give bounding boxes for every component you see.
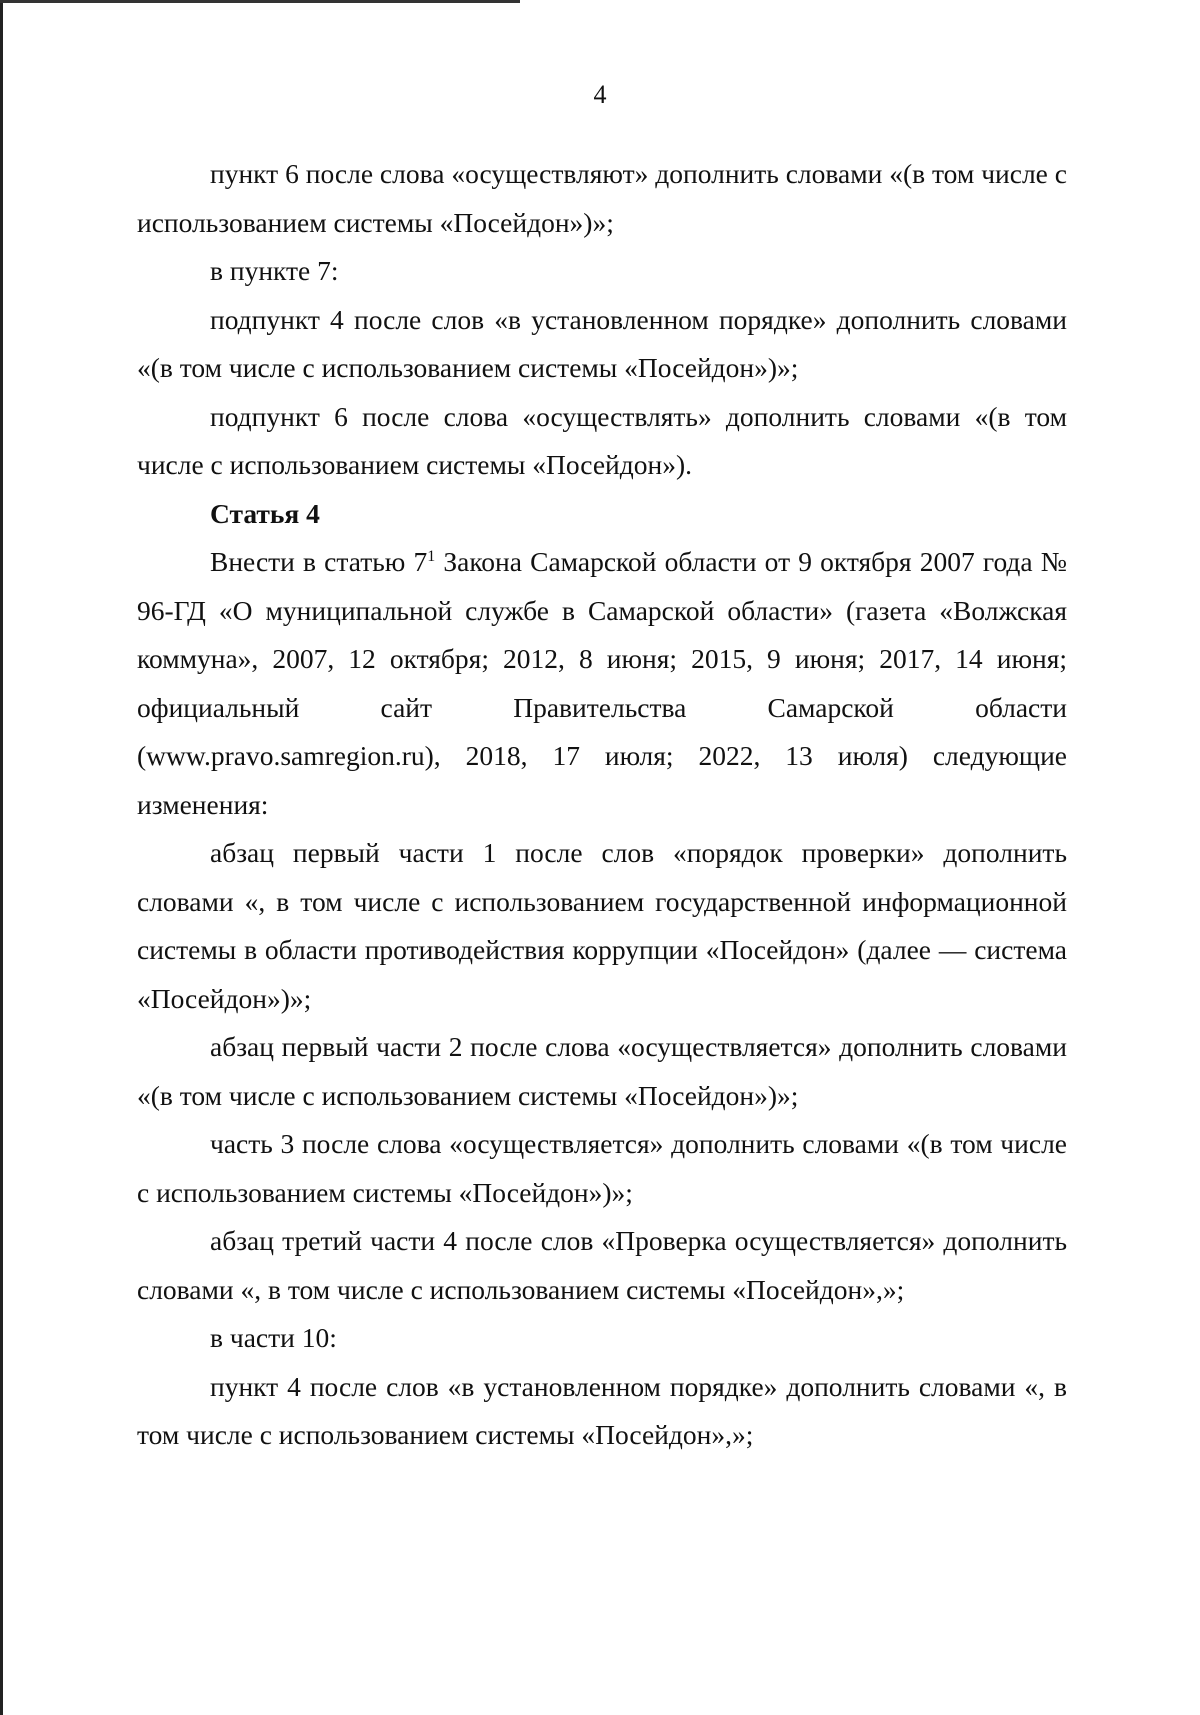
paragraph-podpunkt-4: подпункт 4 после слов «в установленном порядке» дополнить словами «(в том числе с использованием системы «Посейдон»)»; [137,303,1067,383]
scan-edge-left [0,0,3,1715]
article-heading: Статья 4 [210,497,320,529]
paragraph-punkt-6: пункт 6 после слова «осуществляют» дополнить словами «(в том числе с использованием системы «Посейдон»)»; [137,158,1067,238]
document-body [137,150,1067,1460]
article-superscript: 1 [427,547,436,565]
page-number: 4 [593,80,607,109]
vnesti-text-rest: Закона Самарской области от 9 октября 2007 года № 96-ГД «О муниципальной службе в Самарской области» (газета «Волжская коммуна», 2007, 12 октября; 2012, 8 июня; 2015, 9 июня; 2017, 14 июня; официальный сайт Правительства Самарской области (www.pravo.samregion.ru), 2018, 17 июля; 2022, 13 июля) следующие изменения: [137,546,1067,820]
paragraph-v-punkte-7: в пункте 7: [210,255,339,286]
paragraph-chast-2: абзац первый части 2 после слова «осуществляется» дополнить словами «(в том числе с использованием системы «Посейдон»)»; [137,1031,1067,1111]
scan-edge-top [0,0,520,3]
paragraph-podpunkt-6: подпункт 6 после слова «осуществлять» дополнить словами «(в том числе с использованием системы «Посейдон»). [137,400,1067,480]
paragraph-punkt-4: пункт 4 после слов «в установленном порядке» дополнить словами «, в том числе с использованием системы «Посейдон»,»; [137,1370,1067,1450]
paragraph-v-chasti-10: в части 10: [210,1322,337,1353]
vnesti-text-start: Внести в статью 7 [210,546,428,577]
paragraph-vnesti [137,538,1067,829]
paragraph-chast-3: часть 3 после слова «осуществляется» дополнить словами «(в том числе с использованием системы «Посейдон»)»; [137,1128,1067,1208]
paragraph-chast-4: абзац третий части 4 после слов «Проверка осуществляется» дополнить словами «, в том числе с использованием системы «Посейдон»,»; [137,1225,1067,1305]
paragraph-chast-1: абзац первый части 1 после слов «порядок проверки» дополнить словами «, в том числе с использованием государственной информационной системы в области противодействия коррупции «Посейдон» (далее — система «Посейдон»)»; [137,837,1067,1014]
